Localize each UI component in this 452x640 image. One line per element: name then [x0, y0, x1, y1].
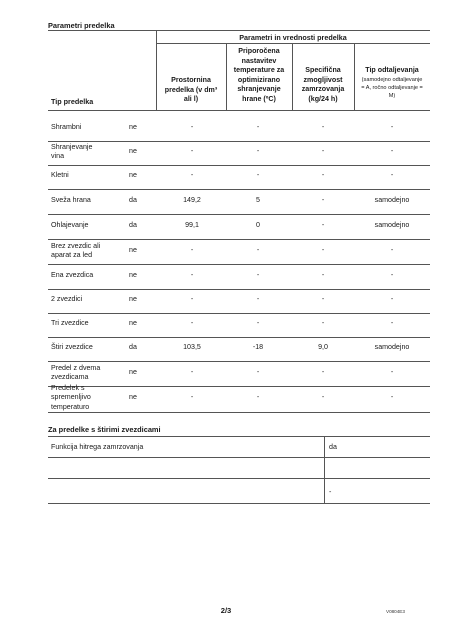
four-star-divider [324, 436, 325, 503]
compartment-present: ne [129, 123, 137, 132]
compartment-name-text [51, 319, 89, 328]
compartment-temperature: - [256, 393, 260, 402]
compartment-freezing-capacity: - [321, 147, 325, 156]
compartment-name [51, 164, 125, 188]
compartment-freezing-capacity: - [321, 171, 325, 180]
four-star-top-rule [48, 436, 430, 437]
header-note-line: M) [388, 93, 396, 99]
compartment-defrost-type: - [390, 393, 394, 402]
header-line: hrane (ºC) [242, 94, 276, 103]
compartment-present: da [129, 221, 137, 230]
compartment-name-line: vina [51, 152, 65, 160]
compartment-defrost-type: - [390, 319, 394, 328]
table-row [48, 116, 430, 140]
compartment-defrost-type: samodejno [374, 221, 410, 230]
header-line: Tip odtaljevanja [365, 66, 419, 74]
compartment-name-line: Predel z dvema [51, 363, 101, 372]
compartment-name [51, 189, 125, 213]
compartment-freezing-capacity: 9,0 [318, 343, 328, 352]
compartment-name-text [51, 143, 92, 161]
compartment-name-line: Brez zvezdic ali [51, 241, 101, 250]
header-bottom-rule [48, 110, 430, 111]
compartment-present: ne [129, 393, 137, 402]
header-line: optimizirano [237, 75, 281, 84]
four-star-second-value: - [329, 488, 332, 496]
column-header-temperature [226, 47, 292, 105]
compartment-defrost-type: - [390, 246, 394, 255]
compartment-name-line: Štiri zvezdice [51, 343, 93, 352]
compartment-temperature: - [256, 246, 260, 255]
compartment-name [51, 312, 125, 336]
compartment-name-text [51, 343, 93, 352]
fast-freeze-value: da [329, 443, 337, 451]
compartment-defrost-type: - [390, 271, 394, 280]
compartment-defrost-type: samodejno [374, 196, 410, 205]
header-line: ali l) [183, 95, 199, 104]
fast-freeze-label: Funkcija hitrega zamrzovanja [51, 443, 144, 451]
compartment-name-line: Predelek s [51, 384, 85, 393]
header-line: temperature za [233, 66, 285, 75]
compartment-name [51, 336, 125, 360]
table-row [48, 288, 430, 312]
compartment-name [51, 288, 125, 312]
compartment-name-text [51, 295, 82, 304]
compartment-freezing-capacity: - [321, 221, 325, 230]
compartment-temperature: 0 [256, 221, 260, 230]
compartment-present: ne [129, 271, 137, 280]
page-number: 2/3 [220, 606, 232, 615]
header-line: predelka (v dm³ [164, 85, 218, 94]
compartment-name-line: 2 zvezdici [51, 295, 83, 304]
compartment-freezing-capacity: - [321, 246, 325, 255]
compartment-defrost-type: - [390, 147, 394, 156]
compartment-name [51, 116, 125, 140]
compartment-volume: - [190, 319, 194, 328]
table-row [48, 140, 430, 164]
compartment-present: ne [129, 246, 137, 255]
compartment-name [51, 140, 125, 164]
table-row [48, 264, 430, 288]
compartment-name-text [51, 123, 81, 132]
header-line: shranjevanje [237, 85, 281, 94]
table-row [48, 214, 430, 238]
table-row [48, 312, 430, 336]
compartment-temperature: - [256, 147, 260, 156]
compartment-present: ne [129, 171, 137, 180]
header-line: Priporočena [238, 47, 280, 55]
column-header-defrost-note [354, 76, 430, 100]
group-header-rule [156, 43, 430, 44]
compartment-volume: - [190, 295, 194, 304]
compartment-present: ne [129, 319, 137, 328]
compartment-freezing-capacity: - [321, 123, 325, 132]
header-line: (kg/24 h) [308, 94, 338, 103]
compartment-temperature: -18 [252, 343, 264, 352]
compartment-volume: 149,2 [183, 196, 201, 205]
compartment-temperature: - [256, 368, 260, 377]
compartment-name-line: Sveža hrana [51, 196, 91, 205]
four-star-rule [48, 457, 430, 458]
group-header: Parametri in vrednosti predelka [239, 33, 347, 42]
table-row [48, 361, 430, 385]
compartment-name-line: temperaturo [51, 402, 90, 411]
compartment-name [51, 239, 125, 263]
compartment-temperature: - [256, 295, 260, 304]
compartment-defrost-type: samodejno [374, 343, 410, 352]
compartment-name-text [51, 271, 93, 280]
header-line: zamrzovanja [301, 85, 345, 94]
header-line: Specifična [305, 66, 341, 74]
compartment-name [51, 361, 125, 385]
four-star-bottom-rule [48, 503, 430, 504]
section-title: Parametri predelka [48, 21, 115, 30]
compartment-name-line: Shranjevanje [51, 142, 93, 151]
compartment-temperature: - [256, 123, 260, 132]
compartment-name-text [51, 221, 88, 230]
compartment-name [51, 264, 125, 288]
header-divider [156, 30, 157, 110]
compartment-name [51, 214, 125, 238]
compartment-freezing-capacity: - [321, 368, 325, 377]
compartment-freezing-capacity: - [321, 271, 325, 280]
compartment-name-text [51, 171, 69, 180]
compartment-temperature: - [256, 319, 260, 328]
compartment-volume: - [190, 368, 194, 377]
compartment-volume: 99,1 [185, 221, 199, 230]
compartment-present: da [129, 196, 137, 205]
compartment-volume: - [190, 147, 194, 156]
header-note-line: = A, ročno odtaljevanje = [361, 85, 423, 91]
compartment-present: ne [129, 368, 137, 377]
compartment-volume: - [190, 271, 194, 280]
compartment-volume: - [190, 393, 194, 402]
header-note-line: (samodejno odtaljevanje [361, 77, 423, 83]
header-line: zmogljivost [303, 75, 343, 84]
compartment-name-line: zvezdicama [51, 373, 89, 381]
compartment-name-line: Shrambni [51, 123, 82, 132]
table-row [48, 189, 430, 213]
table-row [48, 336, 430, 360]
compartment-volume: - [190, 123, 194, 132]
compartment-name-text [51, 364, 100, 382]
compartment-name-text [51, 384, 91, 412]
compartment-name-line: Kletni [51, 171, 69, 180]
compartment-name-line: aparat za led [51, 251, 93, 259]
compartment-name-line: Tri zvezdice [51, 319, 89, 328]
compartment-freezing-capacity: - [321, 295, 325, 304]
compartment-volume: - [190, 246, 194, 255]
compartment-name-text [51, 196, 91, 205]
table-row [48, 239, 430, 263]
table-row [48, 164, 430, 188]
row-rule [48, 412, 430, 413]
column-header-volume [158, 76, 224, 105]
column-header-capacity [293, 66, 353, 104]
compartment-freezing-capacity: - [321, 319, 325, 328]
compartment-freezing-capacity: - [321, 393, 325, 402]
header-line: nastavitev [241, 56, 277, 65]
compartment-name-line: spremenljivo [51, 393, 91, 402]
compartment-freezing-capacity: - [321, 196, 325, 205]
compartment-defrost-type: - [390, 123, 394, 132]
compartment-present: ne [129, 147, 137, 156]
compartment-name-text [51, 242, 100, 260]
document-code: V0804E3 [386, 609, 405, 614]
compartment-temperature: - [256, 271, 260, 280]
compartment-defrost-type: - [390, 295, 394, 304]
compartment-volume: 103,5 [183, 343, 201, 352]
table-row [48, 385, 430, 411]
compartment-name-line: Ohlajevanje [51, 221, 89, 230]
compartment-defrost-type: - [390, 171, 394, 180]
compartment-temperature: 5 [256, 196, 260, 205]
table-top-rule [48, 30, 430, 31]
four-star-section-title: Za predelke s štirimi zvezdicami [48, 425, 161, 434]
compartment-temperature: - [256, 171, 260, 180]
compartment-defrost-type: - [390, 368, 394, 377]
column-header-defrost [354, 66, 430, 76]
header-line: Prostornina [171, 76, 211, 84]
four-star-rule [48, 478, 430, 479]
compartment-volume: - [190, 171, 194, 180]
column-header-type: Tip predelka [51, 97, 94, 106]
compartment-present: da [129, 343, 137, 352]
compartment-name [51, 385, 125, 411]
compartment-present: ne [129, 295, 137, 304]
compartment-name-line: Ena zvezdica [51, 271, 94, 280]
